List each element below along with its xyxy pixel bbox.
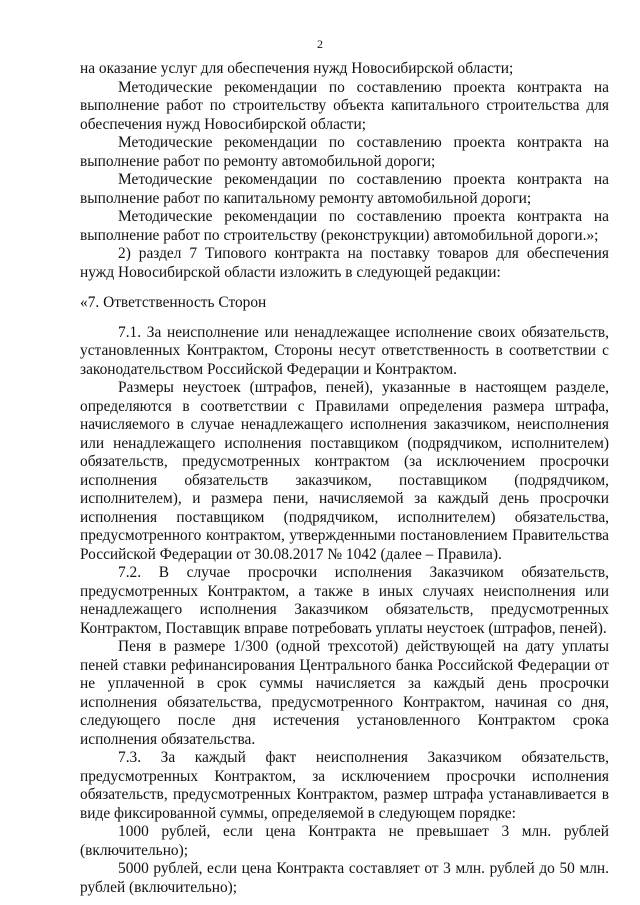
paragraph: 7.1. За неисполнение или ненадлежащее исполнение своих обязательств, установленных Контрактом, Стороны несут ответственность в соответствии с законодательством Российской Федерации и Контрактом. (80, 323, 609, 378)
paragraph: 5000 рублей, если цена Контракта составляет от 3 млн. рублей до 50 млн. рублей (включительно); (80, 860, 609, 896)
paragraph: Методические рекомендации по составлению проекта контракта на выполнение работ по строительству (реконструкции) автомобильной дороги.»; (80, 208, 609, 244)
paragraph: Пеня в размере 1/300 (одной трехсотой) действующей на дату уплаты пеней ставки рефинансирования Центрального банка Российской Федерации от не уплаченной в срок суммы начисляется за каждый день просрочки исполнения обязательства, предусмотренного Контрактом, начиная со дня, следующего после дня истечения установленного Контрактом срока исполнения обязательства. (80, 638, 609, 748)
paragraph: 1000 рублей, если цена Контракта не превышает 3 млн. рублей (включительно); (80, 823, 609, 859)
paragraph: 7.3. За каждый факт неисполнения Заказчиком обязательств, предусмотренных Контрактом, за исключением просрочки исполнения обязательств, предусмотренных Контрактом, размер штрафа устанавливается в виде фиксированной суммы, определяемой в следующем порядке: (80, 749, 609, 822)
paragraph: Методические рекомендации по составлению проекта контракта на выполнение работ по ремонту автомобильной дороги; (80, 134, 609, 170)
paragraph: Методические рекомендации по составлению проекта контракта на выполнение работ по строительству объекта капитального строительства для обеспечения нужд Новосибирской области; (80, 78, 609, 133)
paragraph: Размеры неустоек (штрафов, пеней), указанные в настоящем разделе, определяются в соответствии с Правилами определения размера штрафа, начисляемого в случае ненадлежащего исполнения заказчиком, неисполнения или ненадлежащего исполнения поставщиком (подрядчиком, исполнителем) обязательств, предусмотренных контрактом (за исключением просрочки исполнения обязательств заказчиком, поставщиком (подрядчиком, исполнителем), и размера пени, начисляемой за каждый день просрочки исполнения поставщиком (подрядчиком, исполнителем) обязательства, предусмотренного контрактом, утвержденными постановлением Правительства Российской Федерации от 30.08.2017 № 1042 (далее – Правила). (80, 379, 609, 563)
paragraph: 7.2. В случае просрочки исполнения Заказчиком обязательств, предусмотренных Контрактом, а также в иных случаях неисполнения или ненадлежащего исполнения Заказчиком обязательств, предусмотренных Контрактом, Поставщик вправе потребовать уплаты неустоек (штрафов, пеней). (80, 564, 609, 637)
paragraph: на оказание услуг для обеспечения нужд Новосибирской области; (80, 60, 514, 77)
document-body (80, 60, 609, 897)
page-number: 2 (317, 37, 323, 51)
paragraph: 2) раздел 7 Типового контракта на поставку товаров для обеспечения нужд Новосибирской области изложить в следующей редакции: (80, 245, 609, 281)
paragraph: Методические рекомендации по составлению проекта контракта на выполнение работ по капитальному ремонту автомобильной дороги; (80, 171, 609, 207)
section-heading: «7. Ответственность Сторон (80, 294, 267, 311)
